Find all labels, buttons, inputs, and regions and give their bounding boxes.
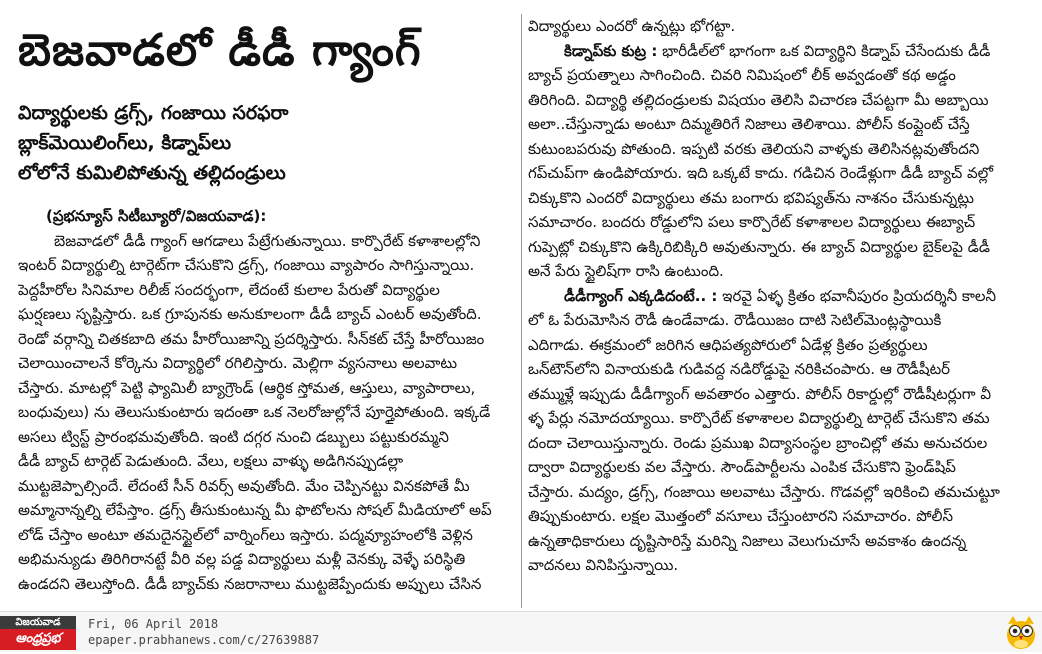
left-column xyxy=(18,18,518,608)
left-body-line: ఉండదని తెలుస్తోంది. డీడీ బ్యాచ్‌కు నజరానాలు ముట్టజెప్పేందుకు అప్పులు చేసిన xyxy=(18,574,482,593)
publication-date: Fri, 06 April 2018 xyxy=(88,617,219,631)
right-body-line: తిప్పుకుంటారు. లక్షల మొత్తంలో వసూలు చేస్తుంటారని సమాచారం. పోలీస్ xyxy=(528,507,954,525)
section-lead: కిడ్నాప్‌కు కుట్ర : xyxy=(564,41,658,60)
right-body-line: ళ్ళ పేర్లు నమోదయ్యాయి. కార్పొరేట్ కళాశాలల విద్యార్థుల్ని టార్గెట్ చేసుకొని తమ xyxy=(528,409,990,427)
article-headline: బెజవాడలో డీడీ గ్యాంగ్ xyxy=(18,25,422,76)
subhead-1: విద్యార్థులకు డ్రగ్స్, గంజాయి సరఫరా xyxy=(18,102,289,124)
left-body-line: రెండో వర్గాన్ని చితకబాది తమ హీరోయిజాన్ని ప్రదర్శిస్తారు. సీన్‌కట్ చేస్తే హీరోయిజం xyxy=(18,329,485,348)
subhead-2: బ్లాక్‌మెయిలింగ్‌లు, కిడ్నాప్‌లు xyxy=(18,132,232,154)
logo-city: విజయవాడ xyxy=(0,616,76,629)
right-body-line: ద్వారా విద్యార్థులకు వల వేస్తారు. సౌండ్‌పార్టీలను ఎంపిక చేసుకొని ఫ్రెండ్‌షిప్ xyxy=(528,458,956,476)
right-body-line: విద్యార్థులు ఎందరో ఉన్నట్లు భోగట్టా. xyxy=(528,17,736,35)
right-body-line: గుప్పెట్లో చిక్కుకొని ఉక్కిరిబిక్కిరి అవుతున్నారు. ఈ బ్యాచ్ విద్యార్థుల బైక్‌లపై డీడీ xyxy=(528,237,990,256)
dateline: (ప్రభన్యూస్ సిటీబ్యూరో/విజయవాడ): xyxy=(46,207,267,225)
left-body-line: ముట్టజెప్పాల్సిందే. లేదంటే సీన్ రివర్స్ అవుతోంది. మేం చెప్పినట్టు వినకపోతే మీ xyxy=(18,476,470,495)
right-body-line: ఒన్‌టౌన్‌లోని వినాయకుడి గుడివద్ద నడిరోడ్డుపై నరికిచంపారు. ఆ రౌడీషీటర్ xyxy=(528,360,951,378)
left-body-line: అసలు ట్విస్ట్ ప్రారంభమవుతోంది. ఇంటి దగ్గర నుంచి డబ్బులు పట్టుకురమ్మని xyxy=(18,427,449,446)
right-body-line: దందా చెలాయిస్తున్నారు. రెండు ప్రముఖ విద్యాసంస్థల బ్రాంచిల్లో తమ అనుచరుల xyxy=(528,433,988,452)
right-body-text xyxy=(528,14,1036,578)
left-body-line: ఇంటర్ విద్యార్థుల్ని టార్గెట్‌గా చేసుకొని డ్రగ్స్, గంజాయి వ్యాపారం సాగిస్తున్నాయి. xyxy=(18,256,475,274)
left-body-line: డీడీ బ్యాచ్ టార్గెట్ పెడుతుంది. వేలు, లక్షలు వాళ్ళు అడిగినప్పుడల్లా xyxy=(18,452,404,470)
subhead-3: లోలోనే కుమిలిపోతున్న తల్లిదండ్రులు xyxy=(18,162,286,184)
left-body-line: పెద్దహీరోల సినిమాల రిలీజ్ సందర్భంగా, లేదంటే కులాల పేరుతో విద్యార్థుల xyxy=(18,280,440,299)
left-body-line: లోడ్ చేస్తాం అంటూ తమదైనస్టైల్‌లో వార్నింగ్‌లు ఇస్తారు. పద్మవ్యూహంలోకి వెళ్లిన xyxy=(18,525,473,544)
article-subheads xyxy=(18,98,518,188)
left-body-line: చేస్తారు. మాటల్లో పెట్టి ఫ్యామిలీ బ్యాగ్రౌండ్ (ఆర్థిక స్తోమత, ఆస్తులు, వ్యాపారాలు, xyxy=(18,378,476,397)
epaper-link[interactable]: epaper.prabhanews.com/c/27639887 xyxy=(88,633,320,647)
left-body-line: అభిమన్యుడు తిరిగిరానట్టే వీరి వల్ల పడ్డ విద్యార్థులు మళ్లీ వెనక్కు వెళ్ళే పరిస్థితి xyxy=(18,550,466,568)
right-body-line xyxy=(528,39,1036,64)
right-body-line: గప్‌చుప్‌గా ఉండిపోయారు. ఇది ఒక్కటే కాదు. గడిచిన రెండేళ్లుగా డీడీ బ్యాచ్ వల్లో xyxy=(528,164,994,182)
logo-name: ఆంధ్రప్రభ xyxy=(15,631,61,646)
right-body-line: లో ఓ పేరుమోసిన రౌడీ ఉండేవాడు. రౌడీయిజం దాటి సెటిల్‌మెంట్లస్థాయికి xyxy=(528,311,942,329)
left-body-line: బెజవాడలో డీడీ గ్యాంగ్ ఆగడాలు పేట్రేగుతున్నాయి. కార్పొరేట్ కళాశాలల్లోని xyxy=(54,231,481,250)
right-body-line: అలా..చేస్తున్నాడు అంటూ దిమ్మతిరిగే నిజాలు తెలిశాయి. పోలీస్ కంప్లైంట్ చేస్తే xyxy=(528,115,970,133)
right-body-line: అనే పేరు స్టైలిష్‌గా రాసి ఉంటుంది. xyxy=(528,262,724,280)
owl-mascot-icon xyxy=(1004,614,1038,650)
right-body-line: ఎదిగాడు. ఈక్రమంలో జరిగిన ఆధిపత్యపోరులో ఏడేళ్ల క్రితం ప్రత్యర్థులు xyxy=(528,335,928,354)
left-body-line: బంధువులు) ను తెలుసుకుంటారు ఇదంతా ఒక నెలరోజుల్లోనే పూర్తైపోతుంది. ఇక్కడే xyxy=(18,403,491,421)
right-body-line: వాదనలు వినిపిస్తున్నాయి. xyxy=(528,556,679,574)
section-lead: డీడీగ్యాంగ్ ఎక్కడిదంటే.. : xyxy=(564,286,718,305)
right-body-line: కుటుంబపరువు పోతుంది. ఇప్పటి వరకు తెలియని వాళ్ళకు తెలిసినట్లవుతోందని xyxy=(528,139,980,158)
right-column xyxy=(528,14,1036,608)
section-text: ఇరవై ఏళ్ళ క్రితం భవానీపురం ప్రియదర్శినీ కాలనీ xyxy=(717,286,997,305)
left-body-line: అమ్మానాన్నల్ని లేపేస్తాం. డ్రగ్స్ తీసుకుంటున్న మీ ఫొటోలను సోషల్ మీడియాలో అప్ xyxy=(18,501,492,519)
left-body-line: ఘర్షణలు సృష్టిస్తారు. ఒక గ్రూపునకు అనుకూలంగా డీడీ బ్యాచ్ ఎంటర్ అవుతోంది. xyxy=(18,305,482,323)
right-body-line: బ్యాచ్ ప్రయత్నాలు సాగించింది. చివరి నిమిషంలో లీక్ అవ్వడంతో కథ అడ్డం xyxy=(528,66,956,84)
epaper-footer xyxy=(0,611,1042,652)
right-body-line xyxy=(528,284,1036,309)
column-divider xyxy=(521,14,522,608)
right-body-line: తిరిగింది. విద్యార్థి తల్లిదండ్రులకు విషయం తెలిసి విచారణ చేపట్టగా మీ అబ్బాయి xyxy=(528,90,989,109)
newspaper-logo xyxy=(0,616,76,650)
section-text: భారీడీల్‌లో భాగంగా ఒక విద్యార్థిని కిడ్నాప్ చేసేందుకు డీడీ xyxy=(657,41,991,60)
left-body-text xyxy=(18,229,518,597)
right-body-line: తమ్ముళ్లే ఇప్పుడు డీడీగ్యాంగ్ అవతారం ఎత్తారు. పోలీస్ రికార్డుల్లో రౌడీషీటర్లుగా వీ xyxy=(528,384,992,403)
right-body-line: సమాచారం. బందరు రోడ్డులోని పలు కార్పొరేట్ కళాశాలల విద్యార్థులు ఈబ్యాచ్ xyxy=(528,213,976,231)
left-body-line: చెలాయించాలనే కోర్కెను విద్యార్థిలో రగిలిస్తారు. మెల్లిగా వ్యసనాలు అలవాటు xyxy=(18,354,458,372)
right-body-line: ఉన్నతాధికారులు దృష్టిసారిస్తే మరిన్ని నిజాలు వెలుగుచూసే అవకాశం ఉందన్న xyxy=(528,531,967,550)
right-body-line: చేస్తారు. మద్యం, డ్రగ్స్, గంజాయి అలవాటు చేస్తారు. గొడవల్లో ఇరికించి తమచుట్టూ xyxy=(528,482,1000,501)
right-body-line: చిక్కుకొని ఎందరో విద్యార్థులు తమ బంగారు భవిష్యత్‌ను నాశనం చేసుకున్నట్లు xyxy=(528,188,974,207)
